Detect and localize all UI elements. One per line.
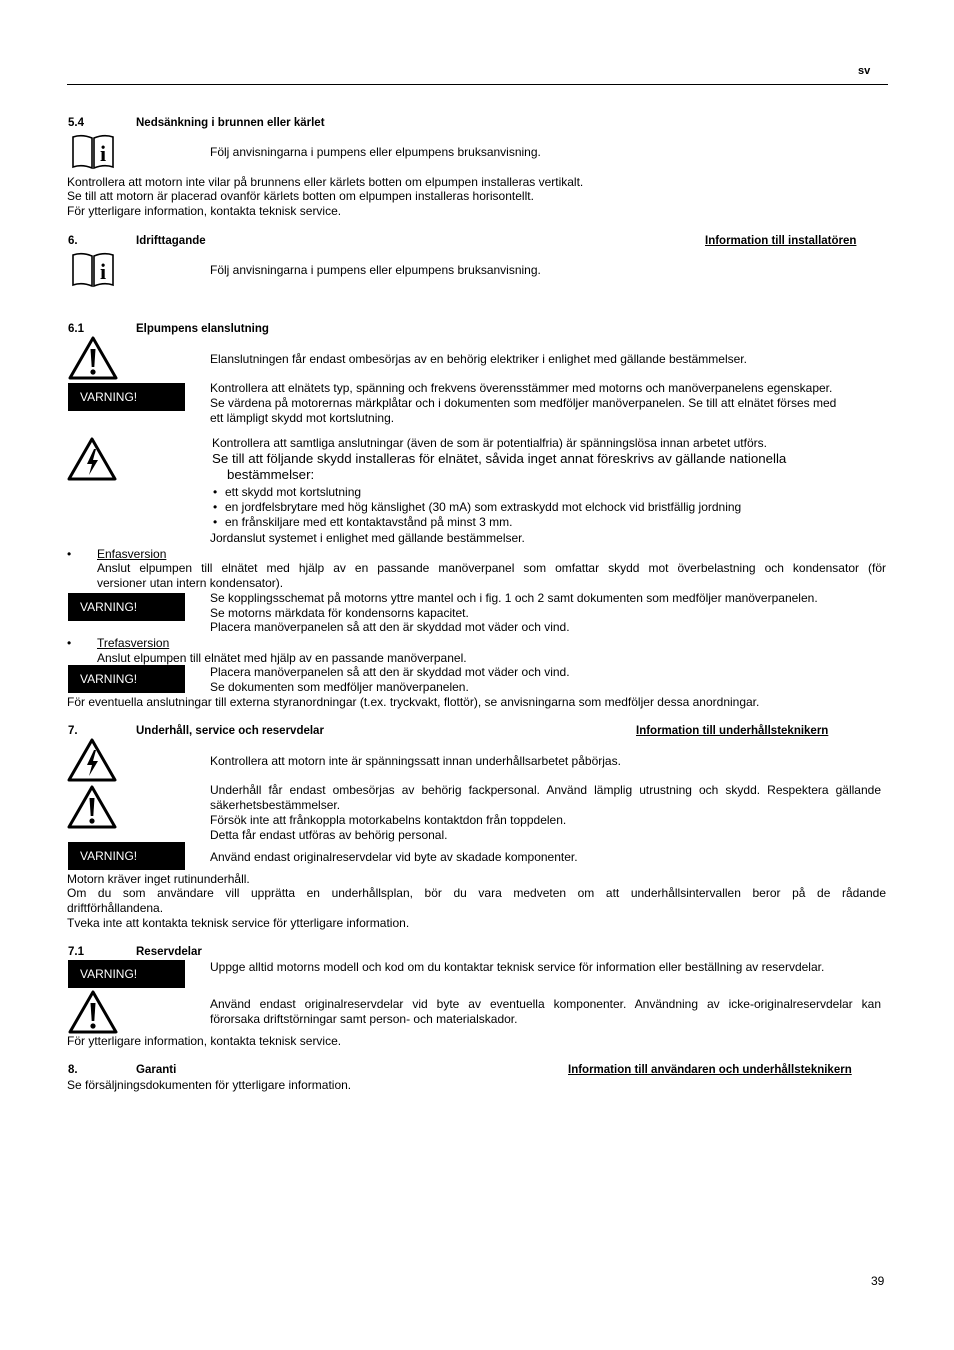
paragraph-line: Anslut elpumpen till elnätet med hjälp av en passande manöverpanel som omfattar skydd mot överbelastning och kondensator (för [97,561,886,575]
paragraph-line: Använd endast originalreservdelar vid byte av skadade komponenter. [210,850,578,864]
svg-text:i: i [99,141,107,166]
electrical-hazard-icon [67,437,117,481]
paragraph-line: Uppge alltid motorns modell och kod om du kontaktar teknisk service för information eller beställning av reservdelar. [210,960,825,974]
warning-label: VARNING! [68,383,185,411]
header-rule [67,84,888,85]
section-number: 5.4 [68,117,84,129]
paragraph-line: Kontrollera att samtliga anslutningar (även de som är potentialfria) är spänningslösa innan arbetet utförs. [212,436,767,450]
section-title: Reservdelar [136,946,202,958]
audience-label: Information till användaren och underhållsteknikern [568,1064,852,1076]
paragraph-line: Se värdena på motorernas märkplåtar och i dokumenten som medföljer manöverpanelen. Se till att elnätet förses med [210,396,837,410]
section-number: 7.1 [68,946,84,958]
paragraph-line: ett lämpligt skydd mot kortslutning. [210,411,395,425]
section-number: 8. [68,1064,78,1076]
warning-exclamation-icon [68,336,118,380]
svg-text:i: i [99,259,107,284]
section-title: Elpumpens elanslutning [136,323,269,335]
paragraph-line: Se kopplingsschemat på motorns yttre mantel och i fig. 1 och 2 samt dokumenten som medföljer manöverpanelen. [210,591,818,605]
warning-exclamation-icon [68,990,118,1034]
note-text: Följ anvisningarna i pumpens eller elpumpens bruksanvisning. [210,145,541,159]
paragraph-line: säkerhetsbestämmelser. [210,797,341,812]
paragraph-line: Elanslutningen får endast ombesörjas av en behörig elektriker i enlighet med gällande bestämmelser. [210,352,747,366]
paragraph-line: versioner utan intern kondensator). [97,575,284,590]
bullet-marker: • [67,547,72,561]
warning-exclamation-icon [67,785,117,829]
paragraph-line: Försök inte att frånkoppla motorkabelns kontaktdon från toppdelen. [210,813,567,827]
paragraph-line: förorsaka driftstörningar samt person- och materialskador. [210,1011,518,1026]
paragraph-line: Se dokumenten som medföljer manöverpanelen. [210,680,469,694]
page-number: 39 [871,1274,885,1288]
note-text: Följ anvisningarna i pumpens eller elpumpens bruksanvisning. [210,263,541,277]
paragraph-line: Placera manöverpanelen så att den är skyddad mot väder och vind. [210,665,570,679]
paragraph-line: Se till att motorn är placerad ovanför kärlets botten om elpumpen installeras horisontellt. [67,189,534,203]
paragraph-line: Se försäljningsdokumenten för ytterligare information. [67,1078,352,1092]
section-title: Idrifttagande [136,235,206,247]
paragraph-line: För ytterligare information, kontakta teknisk service. [67,1034,342,1048]
electrical-hazard-icon [67,738,117,782]
paragraph-line: För eventuella anslutningar till externa styranordningar (t.ex. tryckvakt, flottör), se anvisningarna som medföljer dessa anordningar. [67,695,760,709]
paragraph-line: Motorn kräver inget rutinunderhåll. [67,872,250,886]
warning-label: VARNING! [68,960,185,988]
paragraph-line: Se motorns märkdata för kondensorns kapacitet. [210,606,469,620]
manual-info-icon [70,252,116,288]
paragraph-line: Kontrollera att elnätets typ, spänning och frekvens överensstämmer med motorns och manöverpanelens egenskaper. [210,381,833,395]
paragraph [97,561,886,590]
audience-label: Information till installatören [705,235,857,247]
paragraph-line: bestämmelser: [227,467,315,482]
paragraph [210,997,881,1026]
section-title: Garanti [136,1064,177,1076]
section-title: Underhåll, service och reservdelar [136,725,324,737]
bullet-marker: • [67,636,72,650]
paragraph-line: Om du som användare vill upprätta en underhållsplan, bör du vara medveten om att underhållsintervallen beror på de rådande [67,886,886,900]
list-item: • en frånskiljare med ett kontaktavstånd på minst 3 mm. [211,515,741,530]
warning-label: VARNING! [68,593,185,621]
protection-list [211,485,741,531]
subheading-three-phase: Trefasversion [97,636,170,650]
paragraph-line: Använd endast originalreservdelar vid byte av eventuella komponenter. Användning av icke-originalreservdelar kan [210,997,881,1011]
section-title: Nedsänkning i brunnen eller kärlet [136,117,325,129]
paragraph-line: För ytterligare information, kontakta teknisk service. [67,204,342,218]
paragraph-line: Jordanslut systemet i enlighet med gällande bestämmelser. [210,531,525,545]
paragraph-line: Kontrollera att motorn inte är spänningssatt innan underhållsarbetet påbörjas. [210,754,621,768]
paragraph-line: Anslut elpumpen till elnätet med hjälp av en passande manöverpanel. [97,651,467,665]
paragraph-line: Se till att följande skydd installeras för elnätet, såvida inget annat föreskrivs av gällande nationella [212,451,787,466]
paragraph-line: driftförhållandena. [67,900,164,915]
subheading-single-phase: Enfasversion [97,547,167,561]
paragraph-line: Tveka inte att kontakta teknisk service för ytterligare information. [67,916,410,930]
audience-label: Information till underhållsteknikern [636,725,829,737]
list-item: • en jordfelsbrytare med hög känslighet (30 mA) som extraskydd mot elchock vid bristfällig jordning [211,500,741,515]
paragraph-line: Underhåll får endast ombesörjas av behörig fackpersonal. Använd lämplig utrustning och skydd. Respektera gällande [210,783,881,797]
manual-info-icon [70,134,116,170]
paragraph [67,886,886,915]
list-item: • ett skydd mot kortslutning [211,485,741,500]
section-number: 7. [68,725,78,737]
paragraph-line: Placera manöverpanelen så att den är skyddad mot väder och vind. [210,620,570,634]
paragraph [210,783,881,812]
paragraph-line: Kontrollera att motorn inte vilar på brunnens eller kärlets botten om elpumpen installeras vertikalt. [67,175,584,189]
warning-label: VARNING! [68,665,185,693]
section-number: 6.1 [68,323,84,335]
paragraph-line: Detta får endast utföras av behörig personal. [210,828,448,842]
warning-label: VARNING! [68,842,185,870]
section-number: 6. [68,235,78,247]
header-language: sv [858,65,871,77]
